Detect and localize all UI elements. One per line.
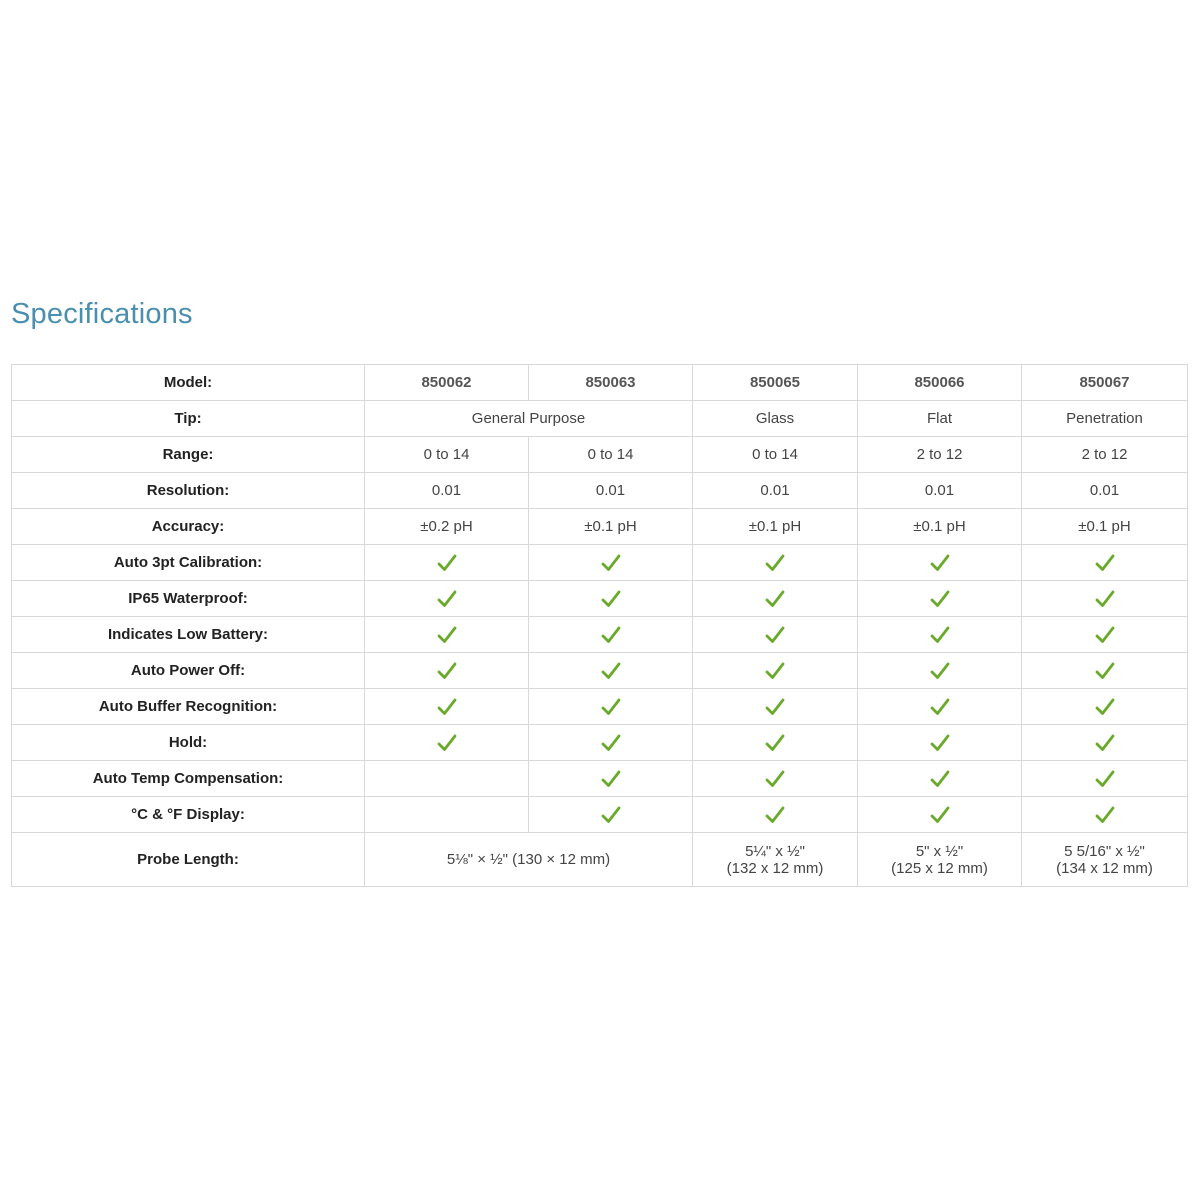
check-icon: [765, 805, 785, 825]
check-cell: [1022, 653, 1188, 689]
check-cell: [365, 689, 529, 725]
check-cell: [858, 689, 1022, 725]
check-icon: [765, 625, 785, 645]
row-label: Auto Power Off:: [12, 653, 365, 689]
model-number: 850065: [693, 365, 858, 401]
check-icon: [601, 625, 621, 645]
check-icon: [437, 553, 457, 573]
check-icon: [1095, 661, 1115, 681]
check-cell: [858, 617, 1022, 653]
accuracy-value: ±0.1 pH: [693, 509, 858, 545]
probe-value: [1022, 833, 1188, 887]
probe-inches: 5 5/16" x ½": [1064, 842, 1145, 860]
range-value: 2 to 12: [1022, 437, 1188, 473]
accuracy-value: ±0.1 pH: [1022, 509, 1188, 545]
check-icon: [1095, 589, 1115, 609]
tip-value: Penetration: [1022, 401, 1188, 437]
check-cell: [529, 761, 693, 797]
check-icon: [601, 697, 621, 717]
probe-mm: (134 x 12 mm): [1056, 859, 1153, 877]
check-icon: [437, 697, 457, 717]
check-cell: [1022, 689, 1188, 725]
check-cell: [1022, 797, 1188, 833]
check-icon: [1095, 697, 1115, 717]
check-cell: [529, 653, 693, 689]
row-hold: [12, 725, 1188, 761]
check-icon: [930, 733, 950, 753]
row-label: Resolution:: [12, 473, 365, 509]
check-icon: [1095, 553, 1115, 573]
check-icon: [765, 661, 785, 681]
check-cell: [365, 725, 529, 761]
row-range: [12, 437, 1188, 473]
model-number: 850067: [1022, 365, 1188, 401]
check-icon: [601, 553, 621, 573]
check-icon: [930, 625, 950, 645]
check-icon: [765, 589, 785, 609]
check-cell: [529, 797, 693, 833]
check-icon: [1095, 769, 1115, 789]
check-icon: [930, 697, 950, 717]
probe-inches: 5" x ½": [915, 842, 964, 860]
row-probe-length: [12, 833, 1188, 887]
check-cell: [693, 725, 858, 761]
check-icon: [765, 697, 785, 717]
row-power-off: [12, 653, 1188, 689]
check-icon: [765, 733, 785, 753]
check-cell: [693, 617, 858, 653]
row-label: Probe Length:: [12, 833, 365, 887]
check-icon: [765, 553, 785, 573]
probe-inches: 5¼" x ½": [745, 842, 805, 860]
row-tip: [12, 401, 1188, 437]
check-cell: [858, 545, 1022, 581]
check-icon: [930, 553, 950, 573]
check-cell: [529, 689, 693, 725]
row-label: Model:: [12, 365, 365, 401]
check-cell: [858, 653, 1022, 689]
row-label: IP65 Waterproof:: [12, 581, 365, 617]
probe-mm: (132 x 12 mm): [726, 859, 824, 877]
check-cell: [365, 761, 529, 797]
range-value: 0 to 14: [693, 437, 858, 473]
check-icon: [601, 733, 621, 753]
resolution-value: 0.01: [1022, 473, 1188, 509]
check-icon: [930, 805, 950, 825]
row-temp-compensation: [12, 761, 1188, 797]
check-cell: [365, 581, 529, 617]
row-low-battery: [12, 617, 1188, 653]
resolution-value: 0.01: [529, 473, 693, 509]
check-cell: [693, 545, 858, 581]
check-icon: [1095, 733, 1115, 753]
row-label: Range:: [12, 437, 365, 473]
row-calibration: [12, 545, 1188, 581]
check-cell: [1022, 545, 1188, 581]
row-model: [12, 365, 1188, 401]
model-number: 850066: [858, 365, 1022, 401]
check-cell: [858, 797, 1022, 833]
check-icon: [437, 733, 457, 753]
row-label: Auto Buffer Recognition:: [12, 689, 365, 725]
check-cell: [529, 617, 693, 653]
resolution-value: 0.01: [693, 473, 858, 509]
check-cell: [1022, 617, 1188, 653]
check-cell: [1022, 581, 1188, 617]
check-icon: [1095, 805, 1115, 825]
check-icon: [930, 661, 950, 681]
check-icon: [437, 589, 457, 609]
model-number: 850062: [365, 365, 529, 401]
tip-value: General Purpose: [365, 401, 693, 437]
check-cell: [365, 653, 529, 689]
model-number: 850063: [529, 365, 693, 401]
check-cell: [693, 761, 858, 797]
row-c-f-display: [12, 797, 1188, 833]
row-buffer-recognition: [12, 689, 1188, 725]
check-cell: [693, 689, 858, 725]
check-icon: [601, 661, 621, 681]
row-label: Accuracy:: [12, 509, 365, 545]
row-label: Tip:: [12, 401, 365, 437]
check-cell: [858, 581, 1022, 617]
row-accuracy: [12, 509, 1188, 545]
check-cell: [693, 797, 858, 833]
resolution-value: 0.01: [858, 473, 1022, 509]
tip-value: Glass: [693, 401, 858, 437]
check-icon: [1095, 625, 1115, 645]
row-label: Auto Temp Compensation:: [12, 761, 365, 797]
tip-value: Flat: [858, 401, 1022, 437]
check-cell: [529, 581, 693, 617]
check-cell: [529, 545, 693, 581]
accuracy-value: ±0.1 pH: [858, 509, 1022, 545]
accuracy-value: ±0.1 pH: [529, 509, 693, 545]
range-value: 2 to 12: [858, 437, 1022, 473]
probe-value: [858, 833, 1022, 887]
check-icon: [930, 769, 950, 789]
accuracy-value: ±0.2 pH: [365, 509, 529, 545]
row-label: Indicates Low Battery:: [12, 617, 365, 653]
check-cell: [1022, 725, 1188, 761]
check-icon: [601, 769, 621, 789]
page-title: Specifications: [11, 298, 193, 330]
probe-value: 5⅛" × ½" (130 × 12 mm): [365, 833, 693, 887]
check-icon: [601, 805, 621, 825]
row-label: Auto 3pt Calibration:: [12, 545, 365, 581]
range-value: 0 to 14: [365, 437, 529, 473]
check-icon: [437, 625, 457, 645]
check-cell: [1022, 761, 1188, 797]
range-value: 0 to 14: [529, 437, 693, 473]
check-cell: [693, 581, 858, 617]
check-icon: [765, 769, 785, 789]
probe-mm: (125 x 12 mm): [891, 859, 988, 877]
resolution-value: 0.01: [365, 473, 529, 509]
check-cell: [858, 725, 1022, 761]
row-label: Hold:: [12, 725, 365, 761]
check-cell: [693, 653, 858, 689]
row-waterproof: [12, 581, 1188, 617]
check-cell: [365, 797, 529, 833]
row-resolution: [12, 473, 1188, 509]
check-cell: [858, 761, 1022, 797]
specifications-table: [11, 364, 1188, 887]
probe-value: [693, 833, 858, 887]
check-cell: [365, 617, 529, 653]
check-cell: [529, 725, 693, 761]
row-label: °C & °F Display:: [12, 797, 365, 833]
check-icon: [601, 589, 621, 609]
check-icon: [930, 589, 950, 609]
check-cell: [365, 545, 529, 581]
check-icon: [437, 661, 457, 681]
